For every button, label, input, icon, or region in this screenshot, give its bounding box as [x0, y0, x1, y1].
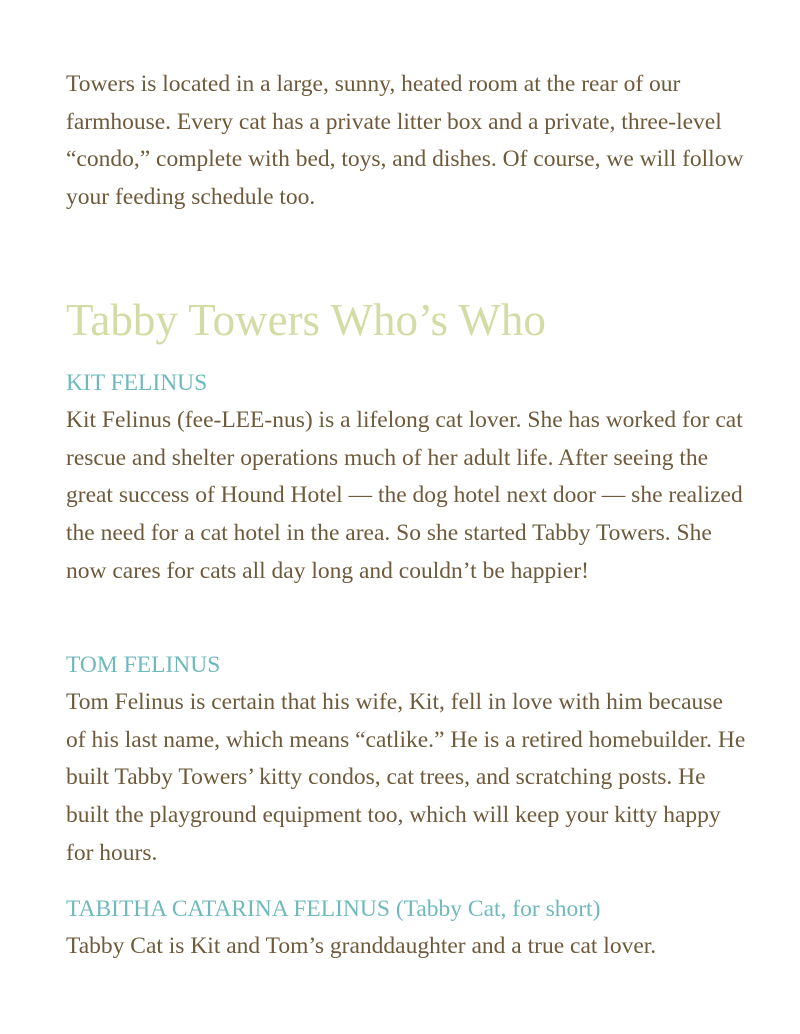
person-name-text: KIT FELINUS: [66, 370, 208, 396]
person-bio-kit: Kit Felinus (fee-LEE-nus) is a lifelong cat lover. She has worked for cat rescue and shelter operations much of her adult life. After seeing the great success of Hound Hotel — the dog hotel next door — she realized the need for a cat hotel in the area. So she started Tabby Towers. She now cares for cats all day long and couldn’t be happier!: [66, 407, 743, 584]
document-page: [66, 66, 746, 959]
person-entry-kit: [66, 368, 746, 591]
person-name-text: TOM FELINUS: [66, 652, 221, 678]
section-title: Tabby Towers Who’s Who: [66, 295, 546, 345]
person-name-text: TABITHA CATARINA FELINUS: [66, 896, 390, 922]
person-entry-tom: [66, 650, 746, 873]
person-name-kit: [66, 368, 746, 398]
person-bio-tabitha: Tabby Cat is Kit and Tom’s granddaughter and a true cat lover.: [66, 933, 657, 959]
person-entry-tabitha: [66, 894, 746, 966]
person-name-note: (Tabby Cat, for short): [395, 896, 601, 922]
person-name-tabitha: [66, 894, 746, 924]
intro-paragraph: Towers is located in a large, sunny, heated room at the rear of our farmhouse. Every cat has a private litter box and a private, three-level “condo,” complete with bed, toys, and dishes. Of course, we will follow your feeding schedule too.: [66, 71, 744, 211]
person-name-tom: [66, 650, 746, 680]
person-bio-tom: Tom Felinus is certain that his wife, Kit, fell in love with him because of his last name, which means “catlike.” He is a retired homebuilder. He built Tabby Towers’ kitty condos, cat trees, and scratching posts. He built the playground equipment too, which will keep your kitty happy for hours.: [66, 689, 746, 866]
